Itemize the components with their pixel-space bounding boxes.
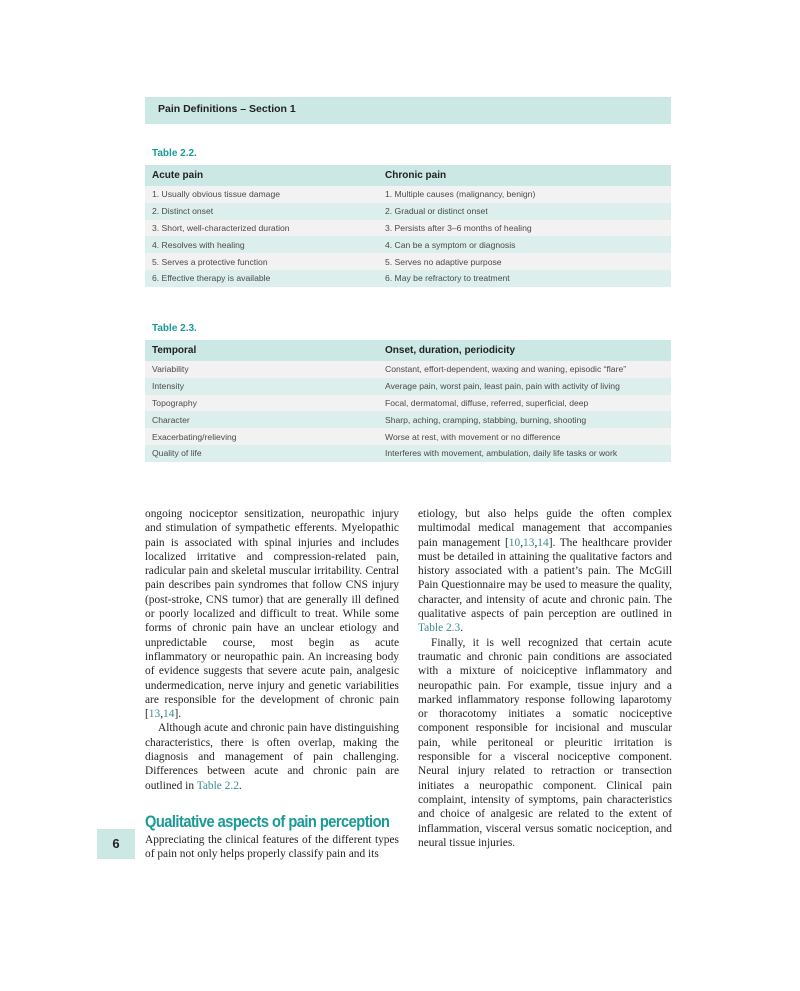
table-cell: Topography bbox=[145, 395, 378, 412]
table-row bbox=[145, 270, 671, 287]
table-row bbox=[145, 411, 671, 428]
table-header-row bbox=[145, 340, 671, 361]
citation-separator: , bbox=[534, 536, 538, 549]
paragraph-text: ]. The healthcare provider must be detailed in attaining the qualitative factors and history associated with a patient’s pain. The McGill Pain Questionnaire may be used to measure the quality, character, and intensity of acute and chronic pain. The qualitative aspects of pain perception are outlined in bbox=[418, 536, 672, 621]
column-header: Temporal bbox=[145, 340, 378, 361]
table-row bbox=[145, 428, 671, 445]
table-cell: 1. Usually obvious tissue damage bbox=[145, 186, 378, 203]
citation-link[interactable]: 13 bbox=[148, 708, 161, 721]
table-row bbox=[145, 378, 671, 395]
table-cell: 6. May be refractory to treatment bbox=[378, 270, 671, 287]
running-header-text: Pain Definitions – Section 1 bbox=[158, 103, 296, 115]
body-paragraph bbox=[418, 507, 672, 636]
body-paragraph bbox=[145, 507, 399, 721]
table-cell: Exacerbating/relieving bbox=[145, 428, 378, 445]
citation-link[interactable]: 14 bbox=[163, 708, 175, 721]
paragraph-text: Although acute and chronic pain have distinguishing characteristics, there is often overlap, making the diagnosis and management of pain challenging. Differences between acute and chronic pain are outlined in bbox=[145, 722, 399, 792]
running-header bbox=[145, 97, 671, 124]
column-header: Acute pain bbox=[145, 165, 378, 186]
table-2-2-caption: Table 2.2. bbox=[152, 148, 197, 159]
table-cell: 6. Effective therapy is available bbox=[145, 270, 378, 287]
table-cell: Quality of life bbox=[145, 445, 378, 462]
table-cell: Focal, dermatomal, diffuse, referred, superficial, deep bbox=[378, 395, 671, 412]
table-row bbox=[145, 203, 671, 220]
table-cell: Interferes with movement, ambulation, daily life tasks or work bbox=[378, 445, 671, 462]
table-row bbox=[145, 220, 671, 237]
table-cell: 1. Multiple causes (malignancy, benign) bbox=[378, 186, 671, 203]
page-number: 6 bbox=[97, 829, 135, 859]
table-cell: Average pain, worst pain, least pain, pain with activity of living bbox=[378, 378, 671, 395]
paragraph-text: etiology, but also helps guide the often complex multimodal medical management that accompanies pain management [ bbox=[418, 508, 672, 549]
table-cell: 4. Resolves with healing bbox=[145, 236, 378, 253]
table-2-2 bbox=[145, 165, 671, 287]
table-row bbox=[145, 186, 671, 203]
citation-link[interactable]: 13 bbox=[523, 536, 535, 549]
body-paragraph: Finally, it is well recognized that certain acute traumatic and chronic pain conditions are associated with a mixture of noiciceptive inflammatory and neuropathic pain. For example, tissue injury and a marked inflammatory response following laparotomy or thoracotomy initiates a somatic nociceptive component responsible for incisional and muscular pain, while peritoneal or pleuritic irritation is responsible for a visceral nociceptive component. Neural injury related to retraction or transection initiates a neuropathic component. Clinical pain complaint, intensity of symptoms, pain characteristics and choice of analgesic are related to the extent of inflammation, visceral versus somatic nociception, and neural tissue injuries. bbox=[418, 636, 672, 849]
section-heading: Qualitative aspects of pain perception bbox=[145, 812, 390, 831]
column-header: Onset, duration, periodicity bbox=[378, 340, 671, 361]
paragraph-text: . bbox=[460, 622, 464, 635]
table-2-3 bbox=[145, 340, 671, 462]
paragraph-text: ongoing nociceptor sensitization, neuropathic injury and stimulation of sympathetic efferents. Myelopathic pain is associated with spinal injuries and includes localized irritative and compression-related pain, radicular pain and skeletal muscular irritability. Central pain describes pain syndromes that follow CNS injury (post-stroke, CNS tumor) that are generally ill defined or poorly localized and difficult to treat. While some forms of chronic pain have an unclear etiology and unpredictable course, most begin as acute inflammatory or neuropathic pain. An increasing body of evidence suggests that severe acute pain, analgesic undermedication, nerve injury and genetic variabilities are responsible for the development of chronic pain [ bbox=[145, 508, 399, 721]
table-row bbox=[145, 361, 671, 378]
citation-link[interactable]: 14 bbox=[537, 536, 549, 549]
paragraph-text: ]. bbox=[174, 708, 182, 721]
table-cell: Variability bbox=[145, 361, 378, 378]
body-paragraph bbox=[145, 721, 399, 792]
right-text-column bbox=[418, 507, 672, 850]
table-header-row bbox=[145, 165, 671, 186]
paragraph-text: . bbox=[238, 779, 242, 792]
column-header: Chronic pain bbox=[378, 165, 671, 186]
table-cell: Constant, effort-dependent, waxing and waning, episodic “flare” bbox=[378, 361, 671, 378]
table-2-3-caption: Table 2.3. bbox=[152, 323, 197, 334]
table-cell: 3. Short, well-characterized duration bbox=[145, 220, 378, 237]
citation-link[interactable]: 10 bbox=[508, 536, 521, 549]
table-reference-link[interactable]: Table 2.3 bbox=[418, 622, 461, 635]
table-row bbox=[145, 395, 671, 412]
table-cell: 2. Gradual or distinct onset bbox=[378, 203, 671, 220]
section-paragraph: Appreciating the clinical features of the different types of pain not only helps properly classify pain and its bbox=[145, 834, 399, 861]
table-cell: Worse at rest, with movement or no difference bbox=[378, 428, 671, 445]
table-row bbox=[145, 236, 671, 253]
table-cell: 4. Can be a symptom or diagnosis bbox=[378, 236, 671, 253]
table-row bbox=[145, 253, 671, 270]
table-cell: Intensity bbox=[145, 378, 378, 395]
table-cell: Character bbox=[145, 411, 378, 428]
table-reference-link[interactable]: Table 2.2 bbox=[196, 779, 239, 792]
table-row bbox=[145, 445, 671, 462]
table-cell: 5. Serves no adaptive purpose bbox=[378, 253, 671, 270]
table-cell: 5. Serves a protective function bbox=[145, 253, 378, 270]
citation-separator: , bbox=[160, 708, 164, 721]
table-cell: 2. Distinct onset bbox=[145, 203, 378, 220]
left-text-column bbox=[145, 507, 399, 793]
table-cell: Sharp, aching, cramping, stabbing, burning, shooting bbox=[378, 411, 671, 428]
citation-separator: , bbox=[520, 536, 524, 549]
table-cell: 3. Persists after 3–6 months of healing bbox=[378, 220, 671, 237]
